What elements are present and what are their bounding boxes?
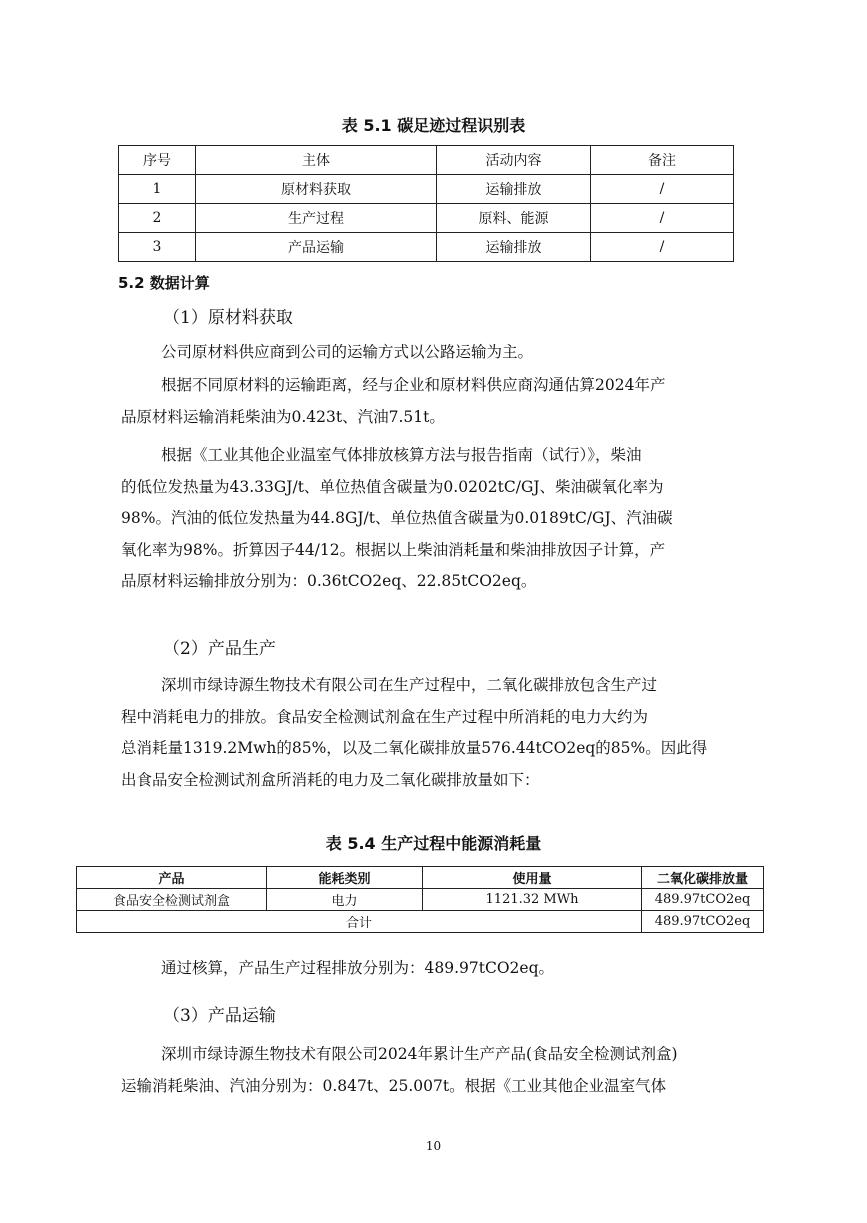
page-number: 10 xyxy=(425,1139,442,1153)
table-cell: / xyxy=(591,233,734,262)
table-cell: 电力 xyxy=(267,889,423,911)
table-cell: / xyxy=(591,204,734,233)
carbon-footprint-identification-table xyxy=(118,145,734,262)
header-cell: 活动内容 xyxy=(437,146,591,175)
header-cell: 二氧化碳排放量 xyxy=(642,867,764,889)
table-cell: 1 xyxy=(119,175,196,204)
paragraph xyxy=(121,440,751,598)
subsection-title-raw-materials: （1）原材料获取 xyxy=(163,308,293,328)
table-cell: 食品安全检测试剂盒 xyxy=(77,889,267,911)
table-row xyxy=(119,204,734,233)
header-cell: 备注 xyxy=(591,146,734,175)
header-cell: 序号 xyxy=(119,146,196,175)
table-header-row xyxy=(119,146,734,175)
table-cell: 生产过程 xyxy=(196,204,437,233)
table-row xyxy=(119,233,734,262)
paragraph xyxy=(121,370,751,433)
total-label-cell: 合计 xyxy=(77,911,642,933)
text-line: 品原材料运输消耗柴油为0.423t、汽油7.51t。 xyxy=(121,407,445,426)
header-cell: 主体 xyxy=(196,146,437,175)
text-line: 的低位发热量为43.33GJ/t、单位热值含碳量为0.0202tC/GJ、柴油碳氧化率为 xyxy=(121,477,664,496)
text-line: 总消耗量1319.2Mwh的85%，以及二氧化碳排放量576.44tCO2eq的85%。因此得 xyxy=(121,739,708,757)
text-line: 氧化率为98%。折算因子44/12。根据以上柴油消耗量和柴油排放因子计算，产 xyxy=(121,540,666,559)
text-line: 根据不同原材料的运输距离，经与企业和原材料供应商沟通估算2024年产 xyxy=(161,376,666,394)
subsection-title-production: （2）产品生产 xyxy=(163,639,276,659)
text-line: 深圳市绿诗源生物技术有限公司在生产过程中，二氧化碳排放包含生产过 xyxy=(161,676,658,694)
table-row xyxy=(77,889,764,911)
table-header-row xyxy=(77,867,764,889)
subsection-title-transport: （3）产品运输 xyxy=(163,1006,276,1026)
table-cell: 2 xyxy=(119,204,196,233)
section-heading: 5.2 数据计算 xyxy=(118,274,210,292)
paragraph xyxy=(121,670,751,796)
table-cell: 运输排放 xyxy=(437,175,591,204)
text-line: 出食品安全检测试剂盒所消耗的电力及二氧化碳排放量如下： xyxy=(121,770,540,789)
table-cell: 原材料获取 xyxy=(196,175,437,204)
text-line: 品原材料运输排放分别为：0.36tCO2eq、22.85tCO2eq。 xyxy=(121,572,537,590)
header-cell: 能耗类别 xyxy=(267,867,423,889)
table-total-row xyxy=(77,911,764,933)
table-cell: / xyxy=(591,175,734,204)
header-cell: 使用量 xyxy=(423,867,642,889)
table-cell: 运输排放 xyxy=(437,233,591,262)
table1-caption: 表 5.1 碳足迹过程识别表 xyxy=(341,116,526,135)
table-row xyxy=(119,175,734,204)
table-cell: 1121.32 MWh xyxy=(423,889,642,911)
table2-caption: 表 5.4 生产过程中能源消耗量 xyxy=(325,834,542,853)
text-line: 公司原材料供应商到公司的运输方式以公路运输为主。 xyxy=(161,343,534,361)
header-cell: 产品 xyxy=(77,867,267,889)
text-line: 运输消耗柴油、汽油分别为：0.847t、25.007t。根据《工业其他企业温室气体 xyxy=(121,1076,667,1095)
paragraph xyxy=(121,953,791,985)
text-line: 深圳市绿诗源生物技术有限公司2024年累计生产产品(食品安全检测试剂盒) xyxy=(161,1045,678,1063)
table-cell: 原料、能源 xyxy=(437,204,591,233)
table-cell: 489.97tCO2eq xyxy=(642,889,764,911)
text-line: 根据《工业其他企业温室气体排放核算方法与报告指南（试行）》，柴油 xyxy=(161,446,642,464)
paragraph xyxy=(121,1039,751,1102)
table-cell: 3 xyxy=(119,233,196,262)
total-value-cell: 489.97tCO2eq xyxy=(642,911,764,933)
energy-consumption-table xyxy=(76,866,764,933)
text-line: 通过核算，产品生产过程排放分别为：489.97tCO2eq。 xyxy=(161,959,554,977)
table-cell: 产品运输 xyxy=(196,233,437,262)
text-line: 98%。汽油的低位发热量为44.8GJ/t、单位热值含碳量为0.0189tC/GJ、汽油碳 xyxy=(121,509,673,527)
paragraph xyxy=(121,337,791,369)
text-line: 程中消耗电力的排放。食品安全检测试剂盒在生产过程中所消耗的电力大约为 xyxy=(121,707,649,726)
